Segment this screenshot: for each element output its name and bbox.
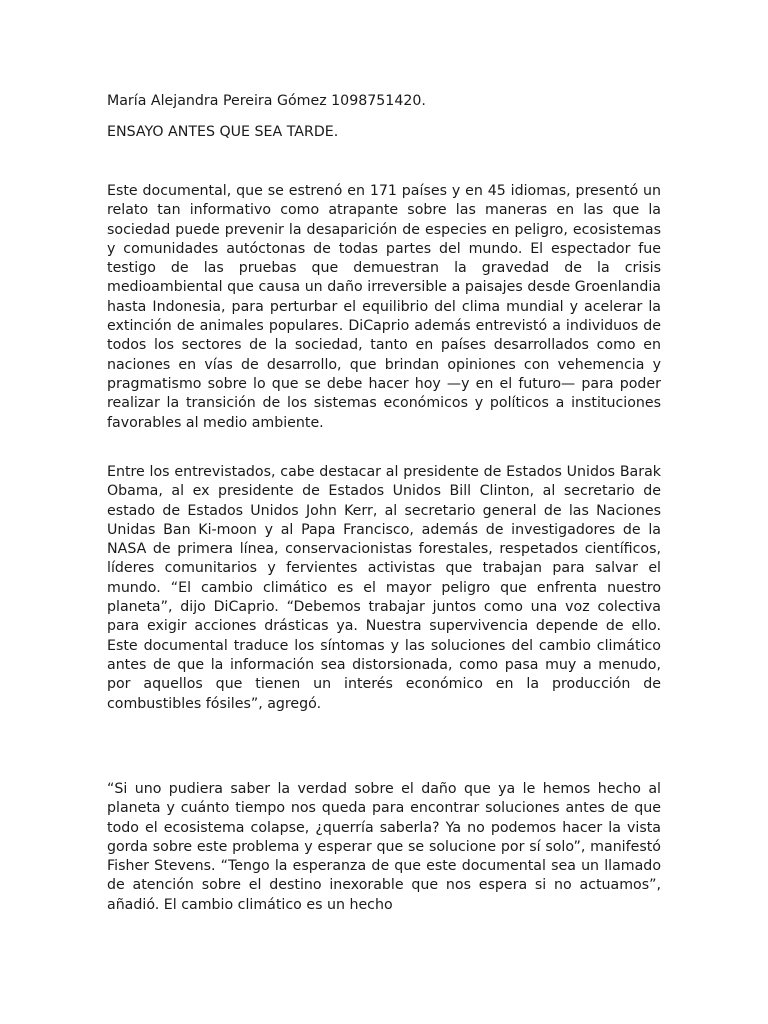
- paragraph-2: Entre los entrevistados, cabe destacar al presidente de Estados Unidos Barak Obama, al ex presidente de Estados Unidos Bill Clinton, al secretario de estado de Estados Unidos John Kerr, al secretario general de las Naciones Unidas Ban Ki-moon y al Papa Francisco, además de investigadores de la NASA de primera línea, conservacionistas forestales, respetados científicos, líderes comunitarios y fervientes activistas que trabajan para salvar el mundo. “El cambio climático es el mayor peligro que enfrenta nuestro planeta”, dijo DiCaprio. “Debemos trabajar juntos como una voz colectiva para exigir acciones drásticas ya. Nuestra supervivencia depende de ello. Este documental traduce los síntomas y las soluciones del cambio climático antes de que la información sea distorsionada, como pasa muy a menudo, por aquellos que tienen un interés económico en la producción de combustibles fósiles”, agregó.: [107, 464, 661, 712]
- document-title: ENSAYO ANTES QUE SEA TARDE.: [107, 124, 339, 140]
- paragraph-3: “Si uno pudiera saber la verdad sobre el daño que ya le hemos hecho al planeta y cuánto tiempo nos queda para encontrar soluciones antes de que todo el ecosistema colapse, ¿querría saberla? Ya no podemos hacer la vista gorda sobre este problema y esperar que se solucione por sí solo”, manifestó Fisher Stevens. “Tengo la esperanza de que este documental sea un llamado de atención sobre el destino inexorable que nos espera si no actuamos”, añadió. El cambio climático es un hecho: [107, 781, 661, 913]
- paragraph-1: Este documental, que se estrenó en 171 países y en 45 idiomas, presentó un relato tan informativo como atrapante sobre las maneras en las que la sociedad puede prevenir la desaparición de especies en peligro, ecosistemas y comunidades autóctonas de todas partes del mundo. El espectador fue testigo de las pruebas que demuestran la gravedad de la crisis medioambiental que causa un daño irreversible a paisajes desde Groenlandia hasta Indonesia, para perturbar el equilibrio del clima mundial y acelerar la extinción de animales populares. DiCaprio además entrevistó a individuos de todos los sectores de la sociedad, tanto en países desarrollados como en naciones en vías de desarrollo, que brindan opiniones con vehemencia y pragmatismo sobre lo que se debe hacer hoy —y en el futuro— para poder realizar la transición de los sistemas económicos y políticos a instituciones favorables al medio ambiente.: [107, 183, 661, 431]
- author-line: María Alejandra Pereira Gómez 1098751420.: [107, 93, 426, 109]
